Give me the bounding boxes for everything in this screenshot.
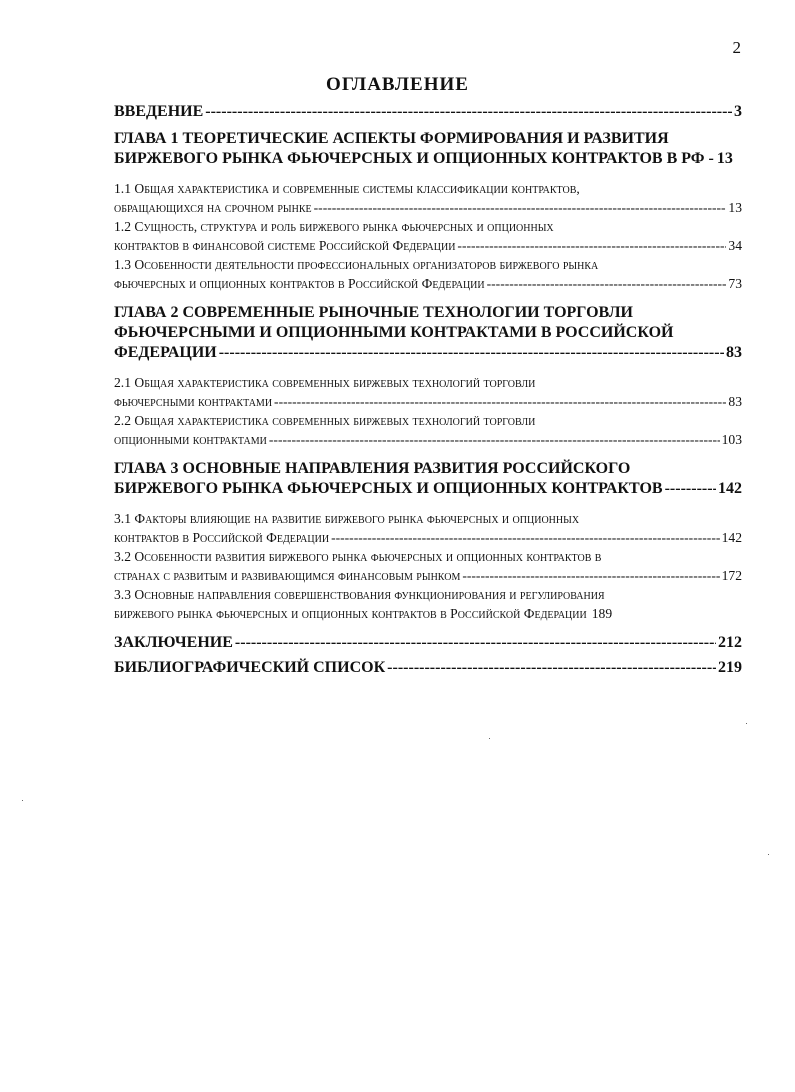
dot-leader	[235, 633, 716, 653]
toc-section-1-3[interactable]	[114, 255, 742, 293]
toc-entry-label: ВВЕДЕНИЕ	[114, 103, 204, 120]
section-title-line: странах с развитым и развивающимся финансовым рынком	[114, 568, 461, 583]
toc-page-number: 189	[591, 606, 613, 621]
toc-page-number: 34	[728, 238, 742, 253]
section-title-line: обращающихся на срочном рынке	[114, 200, 312, 215]
section-title-line: опционными контрактами	[114, 432, 267, 447]
dot-leader	[387, 658, 716, 678]
dot-leader	[219, 343, 724, 363]
toc-section-1-1[interactable]	[114, 179, 742, 217]
toc-entry-conclusion[interactable]	[114, 633, 742, 653]
section-title-line: 1.1 Общая характеристика и современные системы классификации контрактов,	[114, 181, 580, 196]
toc-page-number: 142	[721, 530, 742, 545]
toc-page-number: 13	[728, 200, 742, 215]
scan-speck	[489, 738, 490, 739]
chapter-title-line: ФЬЮЧЕРСНЫМИ И ОПЦИОННЫМИ КОНТРАКТАМИ В РОССИЙСКОЙ	[114, 324, 674, 341]
toc-section-2-2[interactable]	[114, 411, 742, 449]
dot-leader	[331, 528, 720, 547]
dot-leader	[462, 566, 719, 585]
section-title-line: 2.2 Общая характеристика современных биржевых технологий торговли	[114, 413, 536, 428]
dot-leader	[314, 198, 727, 217]
chapter-title-line: ГЛАВА 1 ТЕОРЕТИЧЕСКИЕ АСПЕКТЫ ФОРМИРОВАНИЯ И РАЗВИТИЯ	[114, 130, 669, 147]
scan-speck	[22, 800, 23, 801]
toc-page-number: 3	[734, 103, 742, 120]
dot-leader	[665, 479, 716, 499]
scan-speck	[746, 723, 747, 724]
section-title-line: контрактов в финансовой системе Российской Федерации	[114, 238, 456, 253]
toc-section-2-1[interactable]	[114, 373, 742, 411]
chapter-title-line: БИРЖЕВОГО РЫНКА ФЬЮЧЕРСНЫХ И ОПЦИОННЫХ КОНТРАКТОВ В РФ -	[114, 150, 714, 167]
page-number: 2	[732, 38, 741, 57]
dot-leader	[269, 430, 720, 449]
dot-leader	[487, 274, 727, 293]
toc-chapter-2[interactable]	[114, 303, 742, 363]
section-title-line: контрактов в Российской Федерации	[114, 530, 330, 545]
section-title-line: 3.1 Факторы влияющие на развитие биржевого рынка фьючерсных и опционных	[114, 511, 580, 526]
dot-leader	[205, 102, 732, 122]
chapter-title-line: ГЛАВА 3 ОСНОВНЫЕ НАПРАВЛЕНИЯ РАЗВИТИЯ РОССИЙСКОГО	[114, 460, 631, 477]
toc-section-3-2[interactable]	[114, 547, 742, 585]
toc-entry-label: БИБЛИОГРАФИЧЕСКИЙ СПИСОК	[114, 659, 386, 676]
toc-section-3-1[interactable]	[114, 509, 742, 547]
toc-page-number: 219	[718, 659, 742, 676]
toc-page-number: 83	[726, 344, 742, 361]
section-title-line: 1.2 Сущность, структура и роль биржевого рынка фьючерсных и опционных	[114, 219, 554, 234]
toc-chapter-1[interactable]	[114, 129, 742, 169]
toc-page-number: 212	[718, 634, 742, 651]
toc-page-number: 13	[716, 150, 733, 167]
dot-leader	[274, 392, 726, 411]
toc-entry-introduction[interactable]	[114, 102, 742, 122]
table-of-contents	[114, 102, 742, 678]
toc-page-number: 172	[721, 568, 742, 583]
section-title-line: 3.2 Особенности развития биржевого рынка фьючерсных и опционных контрактов в	[114, 549, 602, 564]
dot-leader	[457, 236, 726, 255]
section-title-line: биржевого рынка фьючерсных и опционных контрактов в Российской Федерации	[114, 606, 587, 621]
chapter-title-line: БИРЖЕВОГО РЫНКА ФЬЮЧЕРСНЫХ И ОПЦИОННЫХ КОНТРАКТОВ	[114, 480, 663, 497]
toc-title: ОГЛАВЛЕНИЕ	[326, 74, 469, 95]
toc-entry-bibliography[interactable]	[114, 658, 742, 678]
chapter-title-line: ФЕДЕРАЦИИ	[114, 344, 217, 361]
toc-entry-label: ЗАКЛЮЧЕНИЕ	[114, 634, 233, 651]
toc-section-1-2[interactable]	[114, 217, 742, 255]
toc-page-number: 142	[718, 480, 742, 497]
section-title-line: 1.3 Особенности деятельности профессиональных организаторов биржевого рынка	[114, 257, 599, 272]
toc-page-number: 83	[728, 394, 742, 409]
section-title-line: 2.1 Общая характеристика современных биржевых технологий торговли	[114, 375, 536, 390]
section-title-line: фьючерсных и опционных контрактов в Российской Федерации	[114, 276, 485, 291]
chapter-title-line: ГЛАВА 2 СОВРЕМЕННЫЕ РЫНОЧНЫЕ ТЕХНОЛОГИИ ТОРГОВЛИ	[114, 304, 633, 321]
toc-chapter-3[interactable]	[114, 459, 742, 499]
toc-page-number: 73	[728, 276, 742, 291]
scan-speck	[768, 854, 769, 855]
toc-page-number: 103	[721, 432, 742, 447]
section-title-line: 3.3 Основные направления совершенствования функционирования и регулирования	[114, 587, 605, 602]
toc-section-3-3[interactable]	[114, 585, 742, 623]
section-title-line: фьючерсными контрактами	[114, 394, 273, 409]
